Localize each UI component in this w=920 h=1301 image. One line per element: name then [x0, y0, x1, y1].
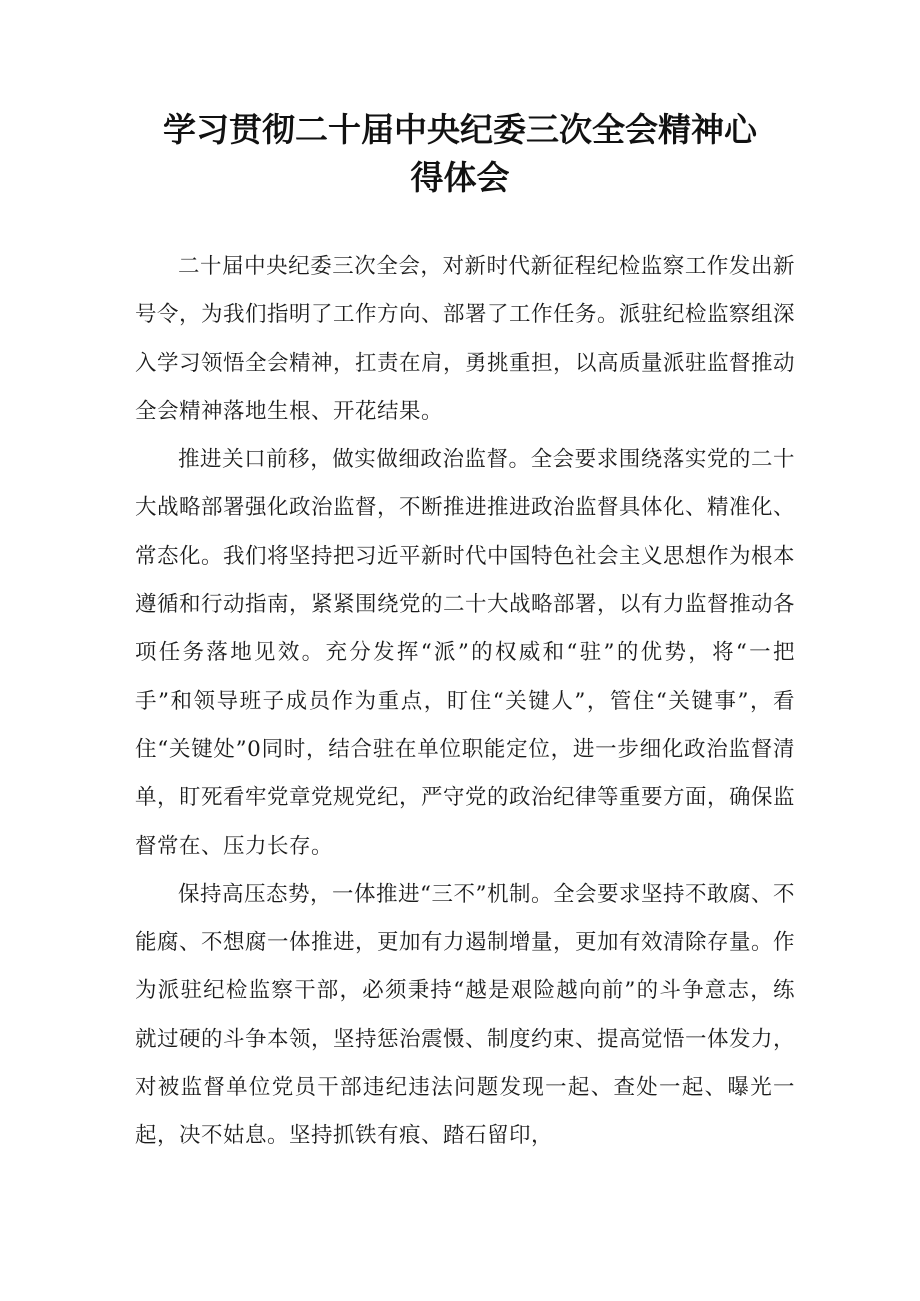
paragraph-three-nots: 保持高压态势，一体推进“三不”机制。全会要求坚持不敢腐、不能腐、不想腐一体推进，更加有力遏制增量，更加有效清除存量。作为派驻纪检监察干部，必须秉持“越是艰险越向前”的斗争意志，练就过硬的斗争本领，坚持惩治震慑、制度约束、提高觉悟一体发力，对被监督单位党员干部违纪违法问题发现一起、查处一起、曝光一起，决不姑息。坚持抓铁有痕、踏石留印，	[135, 881, 796, 1149]
paragraph-political-supervision: 推进关口前移，做实做细政治监督。全会要求围绕落实党的二十大战略部署强化政治监督，不断推进推进政治监督具体化、精准化、常态化。我们将坚持把习近平新时代中国特色社会主义思想作为根本遵循和行动指南，紧紧围绕党的二十大战略部署，以有力监督推动各项任务落地见效。充分发挥“派”的权威和“驻”的优势，将“一把手”和领导班子成员作为重点，盯住“关键人”，管住“关键事”，看住“关键处”0同时，结合驻在单位职能定位，进一步细化政治监督清单，盯死看牢党章党规党纪，严守党的政治纪律等重要方面，确保监督常在、压力长存。	[135, 447, 796, 859]
paragraph-intro: 二十届中央纪委三次全会，对新时代新征程纪检监察工作发出新号令，为我们指明了工作方向、部署了工作任务。派驻纪检监察组深入学习领悟全会精神，扛责在肩，勇挑重担，以高质量派驻监督推动全会精神落地生根、开花结果。	[135, 254, 796, 424]
document-title-line-1: 学习贯彻二十届中央纪委三次全会精神心	[163, 110, 757, 149]
document-title-line-2: 得体会	[410, 158, 510, 197]
document-body	[135, 243, 795, 1161]
